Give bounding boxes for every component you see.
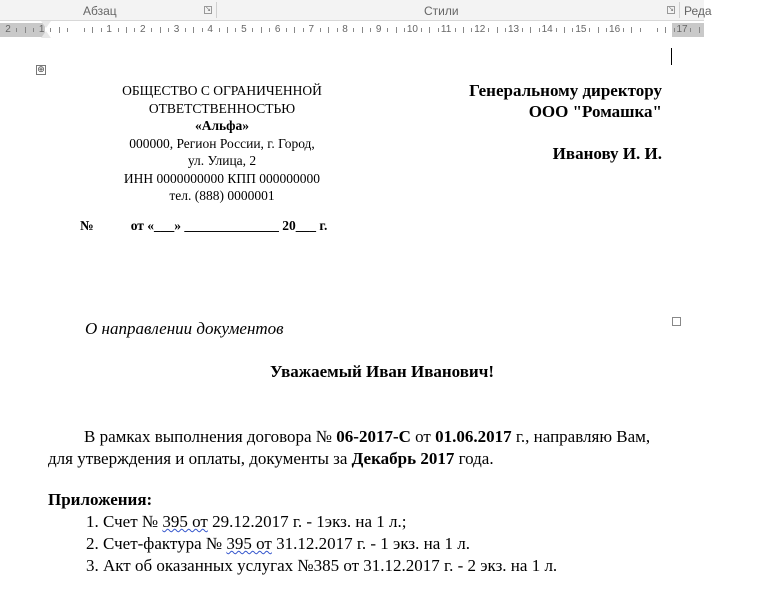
ruler-tick [455, 28, 456, 32]
ruler-number: 7 [308, 24, 315, 35]
document-page[interactable] [0, 40, 704, 603]
spelling-mark: 395 от [226, 534, 272, 553]
ruler-tick [598, 27, 599, 33]
ruler-tick [488, 28, 489, 32]
spelling-mark: 395 от [162, 512, 208, 531]
ruler-tick [126, 27, 127, 33]
ribbon-group-paragraph-label: Абзац [83, 4, 117, 18]
ruler-number: 6 [274, 24, 281, 35]
ribbon-separator [679, 2, 680, 18]
letter-body-paragraph: В рамках выполнения договора № 06-2017-С от 01.06.2017 г., направляю Вам, для утверждения и оплаты, документы за Декабрь 2017 года. [48, 427, 651, 468]
ruler-number: 14 [541, 24, 553, 35]
ruler-number: 9 [375, 24, 382, 35]
letter-number-date-line: № от «___» ______________ 20___ г. [80, 218, 328, 233]
attachments-list [86, 511, 557, 577]
ruler-number: 2 [140, 24, 146, 35]
recipient-name: Иванову И. И. [552, 144, 662, 163]
ruler-tick [421, 28, 422, 32]
table-move-handle-icon[interactable]: ⊕ [37, 65, 45, 75]
ruler-tick [185, 28, 186, 32]
ruler-number: 5 [241, 24, 247, 35]
ruler-tick [193, 27, 194, 33]
billing-period: Декабрь 2017 [351, 449, 455, 468]
sender-line: ул. Улица, 2 [187, 153, 257, 168]
ruler-tick [665, 27, 666, 33]
list-item: 3. Акт об оказанных услугах №385 от 31.12.2017 г. - 2 экз. на 1 л. [86, 556, 558, 575]
ruler-tick [286, 28, 287, 32]
ruler-tick [690, 28, 691, 32]
recipient-company: ООО "Ромашка" [528, 102, 662, 121]
hanging-indent-marker[interactable] [41, 31, 51, 38]
ruler-tick [118, 28, 119, 32]
ribbon-group-editing-label: Реда [684, 4, 712, 18]
ruler-tick [522, 28, 523, 32]
sender-line: ИНН 0000000000 КПП 000000000 [123, 170, 321, 186]
ribbon-separator [216, 2, 217, 18]
ruler-tick [396, 27, 397, 33]
ruler-tick [623, 28, 624, 32]
ruler-number: 12 [474, 24, 486, 35]
ruler-tick [631, 27, 632, 33]
ruler-number: 1 [106, 24, 112, 35]
ruler-tick [151, 28, 152, 32]
ruler-number: 1 [38, 24, 45, 35]
ruler-number: 10 [406, 24, 418, 35]
ruler-tick [328, 27, 329, 33]
sender-company-name: «Альфа» [194, 118, 250, 133]
first-line-indent-marker[interactable] [41, 21, 51, 28]
ruler-tick [294, 27, 295, 33]
ruler-number: 13 [507, 24, 520, 35]
ruler-number: 17 [676, 24, 688, 35]
list-item: 1. Счет № 395 от 29.12.2017 г. - 1экз. на 1 л.; [86, 512, 407, 531]
ruler-tick [261, 27, 262, 33]
ruler-number: 3 [173, 24, 180, 35]
sender-line: тел. (888) 0000001 [169, 188, 275, 203]
contract-date: 01.06.2017 [435, 427, 512, 446]
letter-subject: О направлении документов [85, 319, 284, 338]
styles-dialog-launcher-icon[interactable]: ↘ [668, 6, 674, 13]
ruler-tick [497, 27, 498, 33]
ruler-tick [657, 28, 658, 32]
ribbon-group-strip [0, 0, 712, 21]
ruler-tick [699, 27, 700, 33]
ruler-tick [67, 28, 68, 32]
sender-line: 000000, Регион России, г. Город, [129, 135, 315, 151]
ruler-number: 8 [342, 24, 348, 35]
ruler-tick [589, 28, 590, 32]
ruler-tick [227, 27, 228, 33]
ruler-tick [362, 27, 363, 33]
letter-greeting: Уважаемый Иван Иванович! [270, 362, 494, 381]
ruler-tick [25, 27, 26, 33]
table-resize-handle[interactable] [672, 317, 681, 326]
ruler-tick [530, 27, 531, 33]
contract-number: 06-2017-С [336, 427, 411, 446]
ruler-tick [92, 27, 93, 33]
ruler-tick [59, 27, 60, 33]
ruler-tick [160, 27, 161, 33]
ruler-tick [353, 28, 354, 32]
sender-line: ОБЩЕСТВО С ОГРАНИЧЕННОЙ [122, 83, 322, 98]
ruler-tick [640, 28, 641, 32]
attachments-heading: Приложения: [48, 490, 153, 509]
ruler-tick [84, 28, 85, 32]
recipient-title: Генеральному директору [469, 81, 662, 100]
sender-block [90, 82, 354, 205]
ruler-tick [219, 28, 220, 32]
list-item: 2. Счет-фактура № 395 от 31.12.2017 г. - 1 экз. на 1 л. [86, 534, 470, 553]
text-cursor [671, 48, 672, 65]
ruler-number: 15 [575, 24, 587, 35]
ruler-tick [252, 28, 253, 32]
ruler-tick [320, 28, 321, 32]
recipient-block [400, 80, 662, 164]
ruler-tick [463, 27, 464, 33]
paragraph-dialog-launcher-icon[interactable]: ↘ [205, 6, 211, 13]
ruler-number: 2 [5, 24, 11, 35]
ruler-number: 16 [609, 24, 621, 35]
horizontal-ruler[interactable] [0, 21, 704, 39]
ruler-tick [556, 28, 557, 32]
ruler-number: 4 [207, 24, 213, 35]
ruler-number: 11 [440, 24, 452, 35]
ruler-tick [387, 28, 388, 32]
ruler-tick [564, 27, 565, 33]
ribbon-group-styles-label: Стили [424, 4, 459, 18]
ruler-tick [16, 28, 17, 32]
ruler-tick [429, 27, 430, 33]
sender-line: ОТВЕТСТВЕННОСТЬЮ [148, 100, 296, 116]
